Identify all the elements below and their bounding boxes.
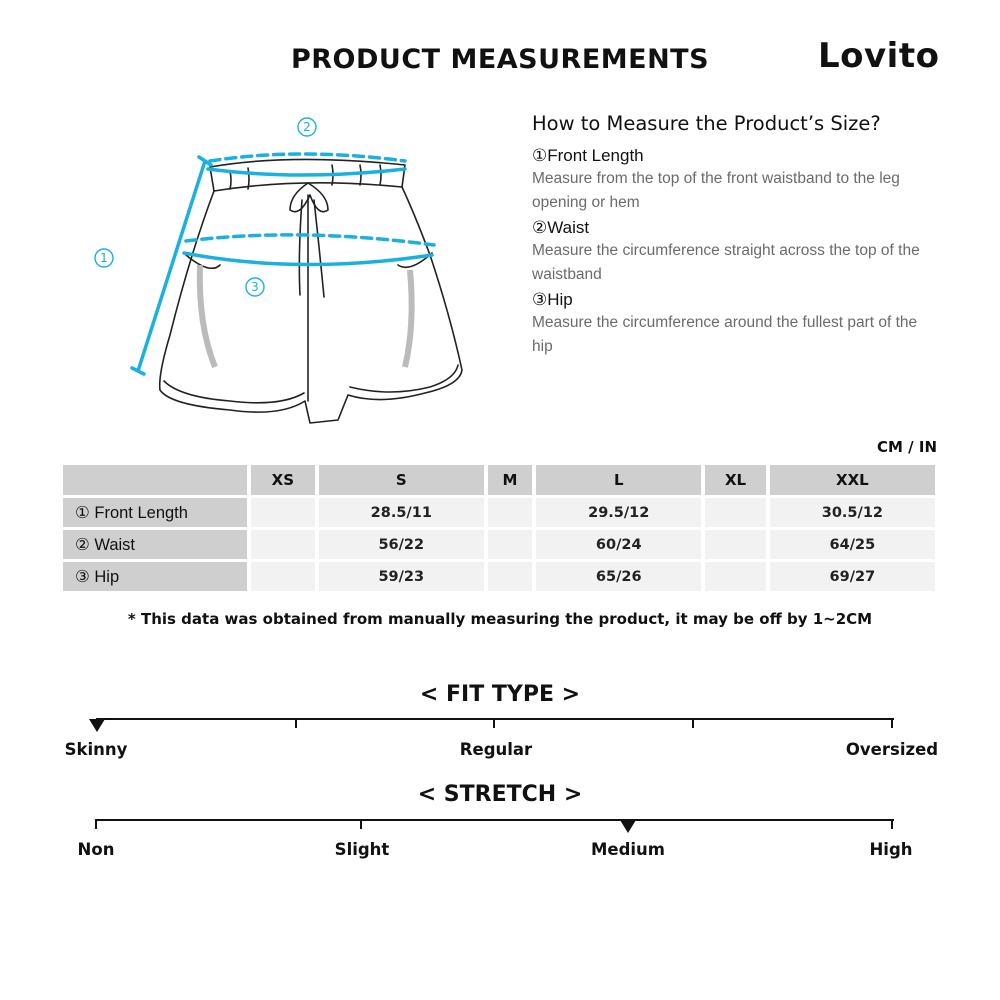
size-header-l: L bbox=[536, 465, 701, 495]
stretch-title: < STRETCH > bbox=[417, 782, 583, 807]
page-title: PRODUCT MEASUREMENTS bbox=[290, 44, 710, 75]
table-cell bbox=[488, 530, 532, 559]
table-cell: 69/27 bbox=[770, 562, 935, 591]
table-row bbox=[63, 530, 935, 559]
unit-label: CM / IN bbox=[877, 438, 937, 456]
table-cell: 60/24 bbox=[536, 530, 701, 559]
front-length-title: ①Front Length bbox=[532, 146, 644, 165]
size-header-m: M bbox=[488, 465, 532, 495]
row-label-hip: ③ Hip bbox=[63, 562, 247, 591]
table-cell: 28.5/11 bbox=[319, 498, 484, 527]
size-header-xl: XL bbox=[705, 465, 765, 495]
stretch-tick bbox=[95, 819, 97, 829]
table-cell bbox=[488, 498, 532, 527]
table-row bbox=[63, 562, 935, 591]
stretch-label-non: Non bbox=[77, 840, 115, 859]
waist-title: ②Waist bbox=[532, 218, 590, 237]
row-label-waist: ② Waist bbox=[63, 530, 247, 559]
row-label-front-length: ① Front Length bbox=[63, 498, 247, 527]
stretch-tick bbox=[360, 819, 362, 829]
table-cell bbox=[251, 562, 315, 591]
svg-text:3: 3 bbox=[251, 280, 259, 294]
size-header-row bbox=[63, 465, 935, 495]
table-cell: 59/23 bbox=[319, 562, 484, 591]
how-to-measure-panel bbox=[532, 112, 932, 359]
shorts-measurement-diagram bbox=[80, 105, 500, 435]
table-corner bbox=[63, 465, 247, 495]
table-cell bbox=[488, 562, 532, 591]
table-cell bbox=[705, 498, 765, 527]
stretch-scale-line bbox=[95, 819, 894, 821]
hip-desc: Measure the circumference around the fullest part of the hip bbox=[532, 314, 918, 355]
stretch-label-slight: Slight bbox=[334, 840, 390, 859]
fit-label-skinny: Skinny bbox=[64, 740, 128, 759]
fit-type-tick bbox=[692, 718, 694, 728]
svg-text:1: 1 bbox=[100, 251, 108, 265]
table-cell: 30.5/12 bbox=[770, 498, 935, 527]
table-cell bbox=[251, 498, 315, 527]
size-header-xs: XS bbox=[251, 465, 315, 495]
stretch-tick bbox=[891, 819, 893, 829]
fit-type-tick bbox=[493, 718, 495, 728]
svg-text:2: 2 bbox=[303, 120, 311, 134]
hip-title: ③Hip bbox=[532, 290, 573, 309]
table-cell: 29.5/12 bbox=[536, 498, 701, 527]
measurement-note: * This data was obtained from manually measuring the product, it may be off by 1~2CM bbox=[127, 610, 873, 628]
table-row bbox=[63, 498, 935, 527]
fit-type-scale-line bbox=[96, 718, 894, 720]
fit-type-marker-icon bbox=[89, 719, 105, 732]
stretch-label-medium: Medium bbox=[590, 840, 666, 859]
brand-logo: Lovito bbox=[818, 36, 940, 76]
size-header-xxl: XXL bbox=[770, 465, 935, 495]
table-cell: 64/25 bbox=[770, 530, 935, 559]
front-length-desc: Measure from the top of the front waistband to the leg opening or hem bbox=[532, 170, 900, 211]
size-table bbox=[59, 462, 939, 594]
waist-desc: Measure the circumference straight across the top of the waistband bbox=[532, 242, 920, 283]
size-header-s: S bbox=[319, 465, 484, 495]
table-cell: 56/22 bbox=[319, 530, 484, 559]
table-cell: 65/26 bbox=[536, 562, 701, 591]
how-to-heading: How to Measure the Product’s Size? bbox=[532, 112, 881, 135]
stretch-marker-icon bbox=[620, 820, 636, 833]
fit-label-oversized: Oversized bbox=[845, 740, 939, 759]
table-cell bbox=[705, 562, 765, 591]
fit-type-tick bbox=[891, 718, 893, 728]
table-cell bbox=[705, 530, 765, 559]
fit-type-title: < FIT TYPE > bbox=[419, 682, 581, 707]
fit-type-tick bbox=[295, 718, 297, 728]
fit-label-regular: Regular bbox=[459, 740, 533, 759]
table-cell bbox=[251, 530, 315, 559]
stretch-label-high: High bbox=[869, 840, 913, 859]
